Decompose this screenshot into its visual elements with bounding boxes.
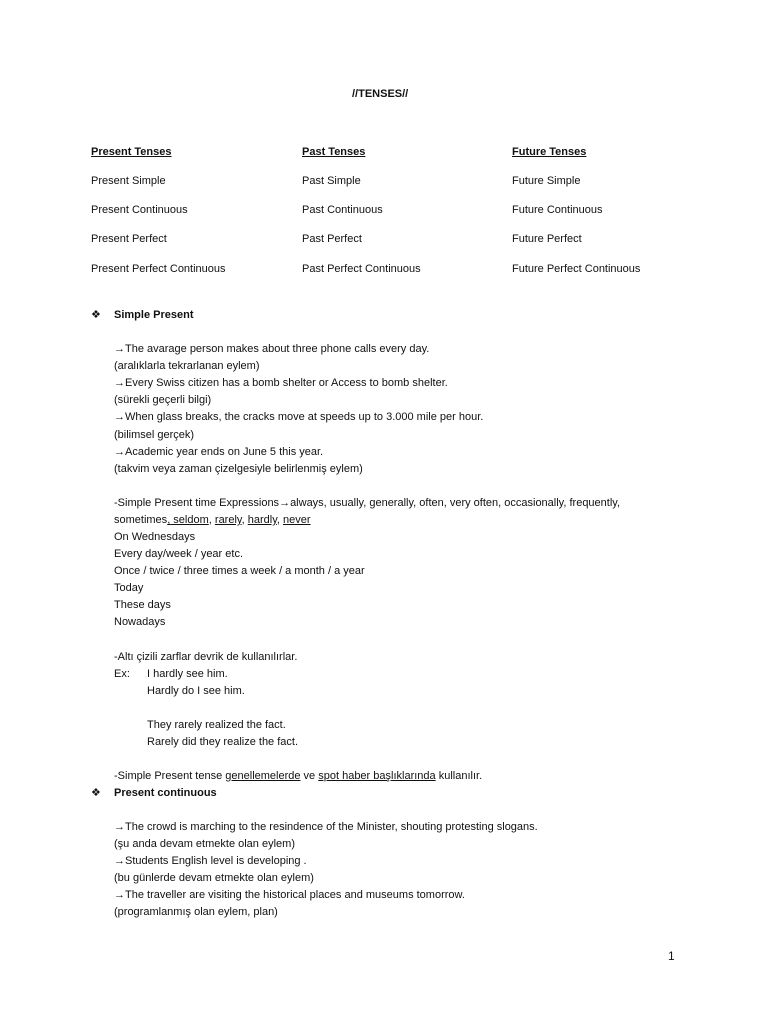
ex-line: They rarely realized the fact. [147,719,286,731]
example-line: →The crowd is marching to the resindence of the Minister, shouting protesting slogans. [114,821,538,833]
example-line: →Students English level is developing . [114,855,307,867]
arrow-icon: → [114,377,125,389]
arrow-icon: → [114,446,125,458]
note-line: (şu anda devam etmekte olan eylem) [114,838,295,850]
bullet-icon: ❖ [91,309,101,321]
time-line: Every day/week / year etc. [114,548,243,560]
example-line: →When glass breaks, the cracks move at speeds up to 3.000 mile per hour. [114,411,484,423]
underlined-word: rarely [214,514,242,526]
time-line: Once / twice / three times a week / a month / a year [114,565,365,577]
table-cell: Future Simple [512,175,581,187]
section-heading-present-continuous: Present continuous [114,787,217,799]
table-cell: Present Simple [91,175,166,187]
example-line: →The traveller are visiting the historical places and museums tomorrow. [114,889,465,901]
note-line: (sürekli geçerli bilgi) [114,394,212,406]
note-line: (bilimsel gerçek) [114,429,195,441]
time-line: These days [114,599,171,611]
example-line: →The avarage person makes about three phone calls every day. [114,343,430,355]
time-expressions-line: -Simple Present time Expressions→always, usually, generally, often, very often, occasionally, frequently, [114,497,621,509]
ex-line: Hardly do I see him. [147,685,245,697]
ex-label: Ex: [114,668,130,680]
example-line: →Academic year ends on June 5 this year. [114,446,324,458]
table-cell: Future Perfect Continuous [512,263,641,275]
page-title: //TENSES// [352,88,409,100]
table-cell: Past Simple [302,175,361,187]
time-line: On Wednesdays [114,531,196,543]
header-past-tenses: Past Tenses [302,146,366,158]
arrow-icon: → [114,411,125,423]
ex-line: Rarely did they realize the fact. [147,736,299,748]
usage-line: -Simple Present tense genellemelerde ve spot haber başlıklarında kullanılır. [114,770,483,782]
example-line: →Every Swiss citizen has a bomb shelter or Access to bomb shelter. [114,377,448,389]
underlined-word: spot haber başlıklarında [318,770,436,782]
arrow-icon: → [279,497,291,509]
header-present-tenses: Present Tenses [91,146,172,158]
header-future-tenses: Future Tenses [512,146,587,158]
table-cell: Future Perfect [512,233,582,245]
table-cell: Future Continuous [512,204,603,216]
bullet-icon: ❖ [91,787,101,799]
underlined-word: seldom [170,514,209,526]
inversion-note: -Altı çizili zarflar devrik de kullanılırlar. [114,651,298,663]
page-number: 1 [668,949,675,963]
note-line: (programlanmış olan eylem, plan) [114,906,278,918]
time-line: Today [114,582,144,594]
arrow-icon: → [114,855,125,867]
arrow-icon: → [114,889,125,901]
underlined-word: never [283,514,311,526]
note-line: (takvim veya zaman çizelgesiyle belirlenmiş eylem) [114,463,363,475]
table-cell: Present Continuous [91,204,188,216]
underlined-word: genellemelerde [225,770,301,782]
note-line: (bu günlerde devam etmekte olan eylem) [114,872,314,884]
section-heading-simple-present: Simple Present [114,309,194,321]
underlined-word: hardly [247,514,277,526]
table-cell: Past Perfect [302,233,362,245]
time-expressions-line-2: sometimes, seldom, rarely, hardly, never [114,514,311,526]
table-cell: Past Perfect Continuous [302,263,421,275]
note-line: (aralıklarla tekrarlanan eylem) [114,360,260,372]
time-line: Nowadays [114,616,166,628]
table-cell: Past Continuous [302,204,383,216]
ex-line: I hardly see him. [147,668,228,680]
table-cell: Present Perfect Continuous [91,263,226,275]
arrow-icon: → [114,821,125,833]
table-cell: Present Perfect [91,233,167,245]
arrow-icon: → [114,343,125,355]
